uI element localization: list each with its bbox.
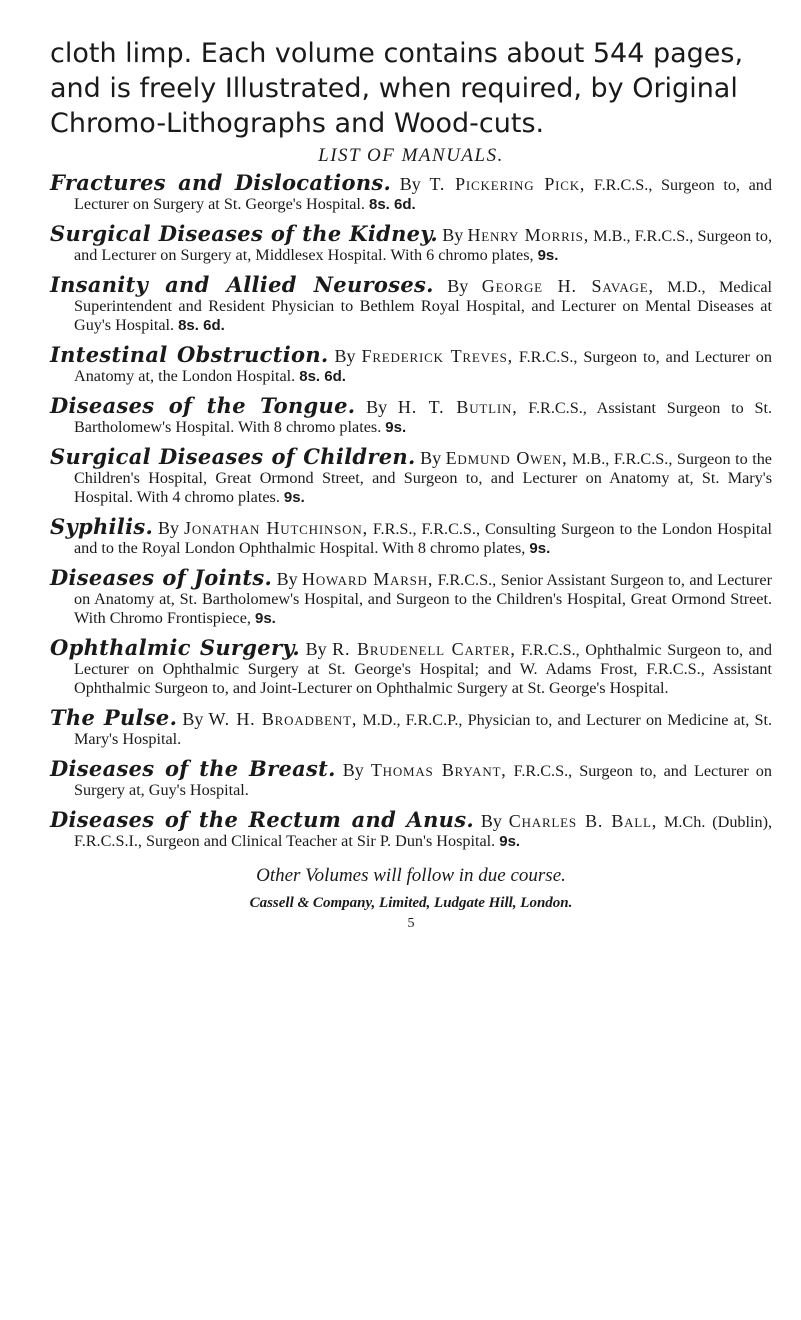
manual-details: F.R.C.S., Surgeon to, and Lecturer on Surgery at, Guy's Hospital. bbox=[74, 762, 772, 799]
closing-note: Other Volumes will follow in due course. bbox=[256, 865, 566, 886]
manual-entry bbox=[50, 272, 773, 335]
by-label: By bbox=[276, 569, 298, 589]
manual-author: R. Brudenell Carter, bbox=[332, 639, 516, 659]
manual-entry bbox=[50, 635, 773, 698]
manual-details: F.R.C.S., Surgeon to, and Lecturer on Anatomy at, the London Hospital. bbox=[74, 348, 772, 385]
manual-details: F.R.C.S., Senior Assistant Surgeon to, and Lecturer on Anatomy at, St. Bartholomew's Hospital, and Surgeon to the Children's Hospital, Great Ormond Street. With Chromo Frontispiece, bbox=[74, 571, 772, 627]
manual-author: George H. Savage, bbox=[481, 276, 654, 296]
manual-price: 9s. bbox=[385, 419, 407, 436]
manual-title: Intestinal Obstruction. bbox=[50, 342, 329, 367]
by-label: By bbox=[447, 276, 469, 296]
by-label: By bbox=[442, 225, 464, 245]
manual-title: Diseases of the Rectum and Anus. bbox=[50, 807, 474, 832]
manual-entry bbox=[50, 221, 773, 265]
manual-title: Diseases of Joints. bbox=[50, 565, 273, 590]
manual-title: Fractures and Dislocations. bbox=[50, 170, 392, 195]
by-label: By bbox=[480, 811, 502, 831]
manual-entry bbox=[50, 756, 772, 800]
manual-author: Edmund Owen, bbox=[445, 448, 568, 468]
manual-details: M.B., F.R.C.S., Surgeon to the Children's Hospital, Great Ormond Street, and Surgeon to, and Lecturer on Anatomy at, St. Mary's Hospital. With 4 chromo plates. bbox=[74, 450, 772, 506]
manual-entry bbox=[50, 170, 772, 214]
manual-price: 9s. bbox=[499, 833, 521, 850]
by-label: By bbox=[399, 174, 421, 194]
intro-paragraph: cloth limp. Each volume contains about 544 pages, and is freely Illustrated, when required, by Original Chromo-Lithographs and Wood-cuts. bbox=[50, 38, 744, 139]
manual-entry bbox=[50, 393, 773, 437]
manual-title: Ophthalmic Surgery. bbox=[50, 635, 301, 660]
manual-details: F.R.C.S., Assistant Surgeon to St. Bartholomew's Hospital. With 8 chromo plates. bbox=[74, 399, 773, 436]
manual-entry bbox=[50, 514, 773, 558]
manual-entry bbox=[50, 444, 772, 507]
manual-author: Jonathan Hutchinson, bbox=[184, 518, 368, 538]
manual-price: 9s. bbox=[529, 540, 551, 557]
by-label: By bbox=[305, 639, 327, 659]
manual-price: 8s. 6d. bbox=[368, 196, 416, 213]
manual-title: Surgical Diseases of the Kidney. bbox=[50, 221, 439, 246]
manual-author: H. T. Butlin, bbox=[397, 397, 518, 417]
manual-title: Syphilis. bbox=[50, 514, 154, 539]
manual-details: M.B., F.R.C.S., Surgeon to, and Lecturer on Surgery at, Middlesex Hospital. With 6 chromo plates, bbox=[74, 227, 773, 264]
manual-title: Surgical Diseases of Children. bbox=[50, 444, 416, 469]
manual-price: 8s. 6d. bbox=[178, 317, 225, 334]
manual-entry bbox=[50, 807, 773, 851]
manual-author: Howard Marsh, bbox=[302, 569, 434, 589]
manual-details: M.D., Medical Superintendent and Resident Physician to Bethlem Royal Hospital, and Lecturer on Mental Diseases at Guy's Hospital. bbox=[74, 278, 773, 334]
by-label: By bbox=[158, 518, 180, 538]
by-label: By bbox=[342, 760, 364, 780]
by-label: By bbox=[420, 448, 442, 468]
list-heading: LIST OF MANUALS. bbox=[318, 145, 504, 166]
manual-entry bbox=[50, 565, 772, 628]
manual-details: F.R.C.S., Ophthalmic Surgeon to, and Lecturer on Ophthalmic Surgery at St. George's Hospital; and W. Adams Frost, F.R.C.S., Assistant Ophthalmic Surgeon to, and Joint-Lecturer on Ophthalmic Surgery at St. George's Hospital. bbox=[74, 641, 773, 697]
manual-author: T. Pickering Pick, bbox=[429, 174, 586, 194]
manual-author: Frederick Treves, bbox=[361, 346, 513, 366]
manual-title: Diseases of the Tongue. bbox=[50, 393, 356, 418]
by-label: By bbox=[334, 346, 356, 366]
manual-author: Charles B. Ball, bbox=[508, 811, 658, 831]
manual-list bbox=[50, 170, 773, 851]
manual-details: F.R.S., F.R.C.S., Consulting Surgeon to the London Hospital and to the Royal London Ophthalmic Hospital. With 8 chromo plates, bbox=[74, 520, 773, 557]
manual-details: M.Ch. (Dublin), F.R.C.S.I., Surgeon and Clinical Teacher at Sir P. Dun's Hospital. bbox=[74, 813, 773, 850]
manual-details: M.D., F.R.C.P., Physician to, and Lecturer on Medicine at, St. Mary's Hospital. bbox=[74, 711, 772, 748]
manual-title: The Pulse. bbox=[50, 705, 178, 730]
manual-author: Thomas Bryant, bbox=[370, 760, 507, 780]
manual-title: Insanity and Allied Neuroses. bbox=[50, 272, 434, 297]
page bbox=[50, 36, 772, 932]
manual-entry bbox=[50, 342, 772, 386]
manual-entry bbox=[50, 705, 772, 749]
manual-price: 9s. bbox=[283, 489, 305, 506]
manual-details: F.R.C.S., Surgeon to, and Lecturer on Surgery at St. George's Hospital. bbox=[74, 176, 772, 213]
by-label: By bbox=[182, 709, 204, 729]
manual-price: 9s. bbox=[255, 610, 276, 627]
manual-title: Diseases of the Breast. bbox=[50, 756, 336, 781]
by-label: By bbox=[366, 397, 388, 417]
manual-author: W. H. Broadbent, bbox=[208, 709, 358, 729]
manual-price: 9s. bbox=[537, 247, 559, 264]
page-number: 5 bbox=[407, 916, 415, 931]
manual-author: Henry Morris, bbox=[467, 225, 590, 245]
manual-price: 8s. 6d. bbox=[299, 368, 346, 385]
publisher-imprint: Cassell & Company, Limited, Ludgate Hill, London. bbox=[249, 895, 573, 911]
